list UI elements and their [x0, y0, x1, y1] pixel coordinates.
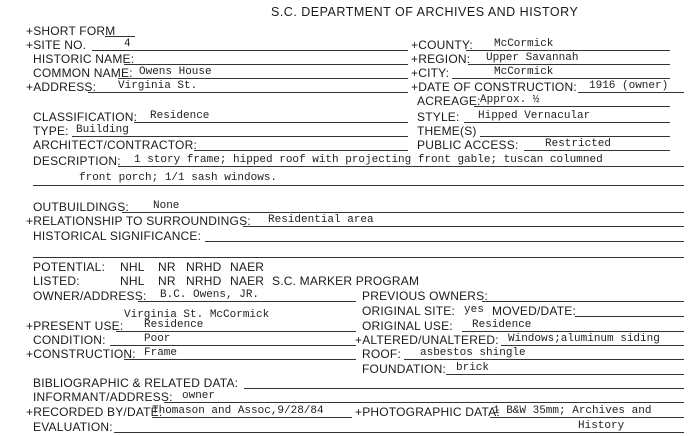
city-line: [452, 78, 670, 79]
evaluation-line: [114, 432, 684, 433]
listed-option-nr: NR: [158, 274, 176, 288]
owner-address-line-2: Virginia St. McCormick: [124, 309, 270, 321]
site-no-value: 4: [124, 38, 131, 50]
relationship-value: Residential area: [268, 214, 374, 226]
original-site-value: yes: [464, 304, 484, 316]
type-label: TYPE:: [33, 124, 69, 138]
owner-address-label: OWNER/ADDRESS:: [33, 289, 147, 303]
altered-unaltered-value: Windows;aluminum siding: [508, 333, 660, 345]
listed-label: LISTED:: [33, 274, 80, 288]
original-use-line: [462, 331, 684, 332]
informant-address-line: [164, 402, 684, 403]
roof-line: [404, 359, 684, 360]
county-label: +COUNTY:: [411, 38, 473, 52]
recorded-by-label: +RECORDED BY/DATE:: [26, 405, 163, 419]
outbuildings-line: [122, 212, 684, 213]
description-rule-2: [33, 185, 684, 186]
bibliographic-label: BIBLIOGRAPHIC & RELATED DATA:: [33, 376, 239, 390]
potential-option-nrhd: NRHD: [186, 260, 222, 274]
classification-label: CLASSIFICATION:: [33, 110, 138, 124]
previous-owners-line: [482, 301, 684, 302]
type-value: Building: [76, 124, 129, 136]
acreage-value: Approx. ½: [480, 94, 540, 106]
informant-address-label: INFORMANT/ADDRESS:: [33, 390, 173, 404]
style-label: STYLE:: [417, 110, 460, 124]
address-label: +ADDRESS:: [26, 80, 97, 94]
construction-line: [124, 359, 356, 360]
date-of-construction-value: 1916 (owner): [589, 80, 669, 92]
architect-contractor-label: ARCHITECT/CONTRACTOR:: [33, 138, 197, 152]
type-line: [72, 136, 408, 137]
description-line-2: front porch; 1/1 sash windows.: [79, 172, 278, 184]
city-label: +CITY:: [411, 66, 450, 80]
style-line: [464, 122, 670, 123]
region-value: Upper Savannah: [486, 52, 579, 64]
public-access-label: PUBLIC ACCESS:: [417, 138, 519, 152]
themes-label: THEME(S): [417, 124, 477, 138]
region-label: +REGION:: [411, 52, 471, 66]
present-use-label: +PRESENT USE:: [26, 319, 124, 333]
condition-value: Poor: [144, 333, 171, 345]
altered-unaltered-line: [501, 345, 684, 346]
owner-address-line-1: B.C. Owens, JR.: [160, 289, 260, 301]
page-title: S.C. DEPARTMENT OF ARCHIVES AND HISTORY: [271, 5, 579, 19]
moved-date-line: [575, 316, 684, 317]
site-no-line: [92, 50, 408, 51]
informant-address-value: owner: [182, 390, 216, 402]
historic-name-label: HISTORIC NAME:: [33, 52, 135, 66]
classification-line: [134, 122, 408, 123]
public-access-value: Restricted: [545, 138, 612, 150]
recorded-by-line: [152, 417, 352, 418]
moved-date-label: MOVED/DATE:: [492, 304, 576, 318]
original-site-label: ORIGINAL SITE:: [362, 304, 456, 318]
date-of-construction-label: +DATE OF CONSTRUCTION:: [411, 80, 577, 94]
altered-unaltered-label: +ALTERED/UNALTERED:: [355, 333, 499, 347]
region-line: [468, 64, 670, 65]
description-label: DESCRIPTION:: [33, 154, 121, 168]
description-rule-1: [118, 166, 684, 167]
condition-label: CONDITION:: [33, 333, 106, 347]
potential-option-naer: NAER: [230, 260, 265, 274]
potential-label: POTENTIAL:: [33, 260, 106, 274]
historical-significance-label: HISTORICAL SIGNIFICANCE:: [33, 229, 202, 243]
condition-line: [110, 345, 356, 346]
site-no-label: +SITE NO.: [26, 38, 87, 52]
present-use-line: [116, 331, 356, 332]
listed-option-sc-marker: S.C. MARKER PROGRAM: [272, 274, 420, 288]
county-line: [466, 50, 670, 51]
present-use-value: Residence: [144, 319, 204, 331]
relationship-line: [243, 226, 684, 227]
listed-option-naer: NAER: [230, 274, 265, 288]
themes-line: [480, 136, 670, 137]
foundation-line: [446, 374, 684, 375]
photographic-data-line-2: History: [578, 420, 625, 432]
foundation-value: brick: [456, 362, 490, 374]
construction-value: Frame: [144, 347, 178, 359]
common-name-value: Owens House: [139, 66, 212, 78]
potential-option-nhl: NHL: [120, 260, 145, 274]
relationship-label: +RELATIONSHIP TO SURROUNDINGS:: [26, 214, 251, 228]
style-value: Hipped Vernacular: [478, 110, 591, 122]
city-value: McCormick: [494, 66, 554, 78]
historical-significance-line: [205, 241, 684, 242]
county-value: McCormick: [494, 38, 554, 50]
listed-option-nrhd: NRHD: [186, 274, 222, 288]
owner-address-rule-1: [138, 301, 356, 302]
public-access-line: [524, 150, 670, 151]
photographic-data-rule: [490, 417, 684, 418]
original-use-value: Residence: [472, 319, 532, 331]
construction-label: +CONSTRUCTION:: [26, 347, 136, 361]
historical-significance-extra-line: [33, 257, 684, 258]
foundation-label: FOUNDATION:: [362, 362, 446, 376]
description-line-1: 1 story frame; hipped roof with projecting front gable; tuscan columned: [134, 154, 603, 166]
photographic-data-line-1: 1 B&W 35mm; Archives and: [493, 405, 652, 417]
acreage-label: ACREAGE:: [417, 94, 481, 108]
classification-value: Residence: [150, 110, 210, 122]
common-name-line: [118, 78, 408, 79]
address-value: Virginia St.: [118, 80, 198, 92]
original-use-label: ORIGINAL USE:: [362, 319, 453, 333]
outbuildings-label: OUTBUILDINGS:: [33, 200, 129, 214]
evaluation-label: EVALUATION:: [33, 420, 113, 434]
address-line: [88, 92, 408, 93]
short-form-line: [105, 36, 135, 37]
roof-label: ROOF:: [362, 347, 401, 361]
historic-name-line: [124, 64, 408, 65]
short-form-label: +SHORT FORM: [26, 24, 116, 38]
previous-owners-label: PREVIOUS OWNERS:: [362, 289, 488, 303]
common-name-label: COMMON NAME:: [33, 66, 133, 80]
roof-value: asbestos shingle: [420, 347, 526, 359]
outbuildings-value: None: [153, 200, 180, 212]
potential-option-nr: NR: [158, 260, 176, 274]
bibliographic-line: [244, 388, 684, 389]
listed-option-nhl: NHL: [120, 274, 145, 288]
architect-contractor-line: [194, 150, 408, 151]
date-of-construction-line: [578, 92, 684, 93]
photographic-data-label: +PHOTOGRAPHIC DATA:: [355, 405, 500, 419]
recorded-by-value: Thomason and Assoc,9/28/84: [152, 405, 324, 417]
acreage-line: [474, 106, 670, 107]
